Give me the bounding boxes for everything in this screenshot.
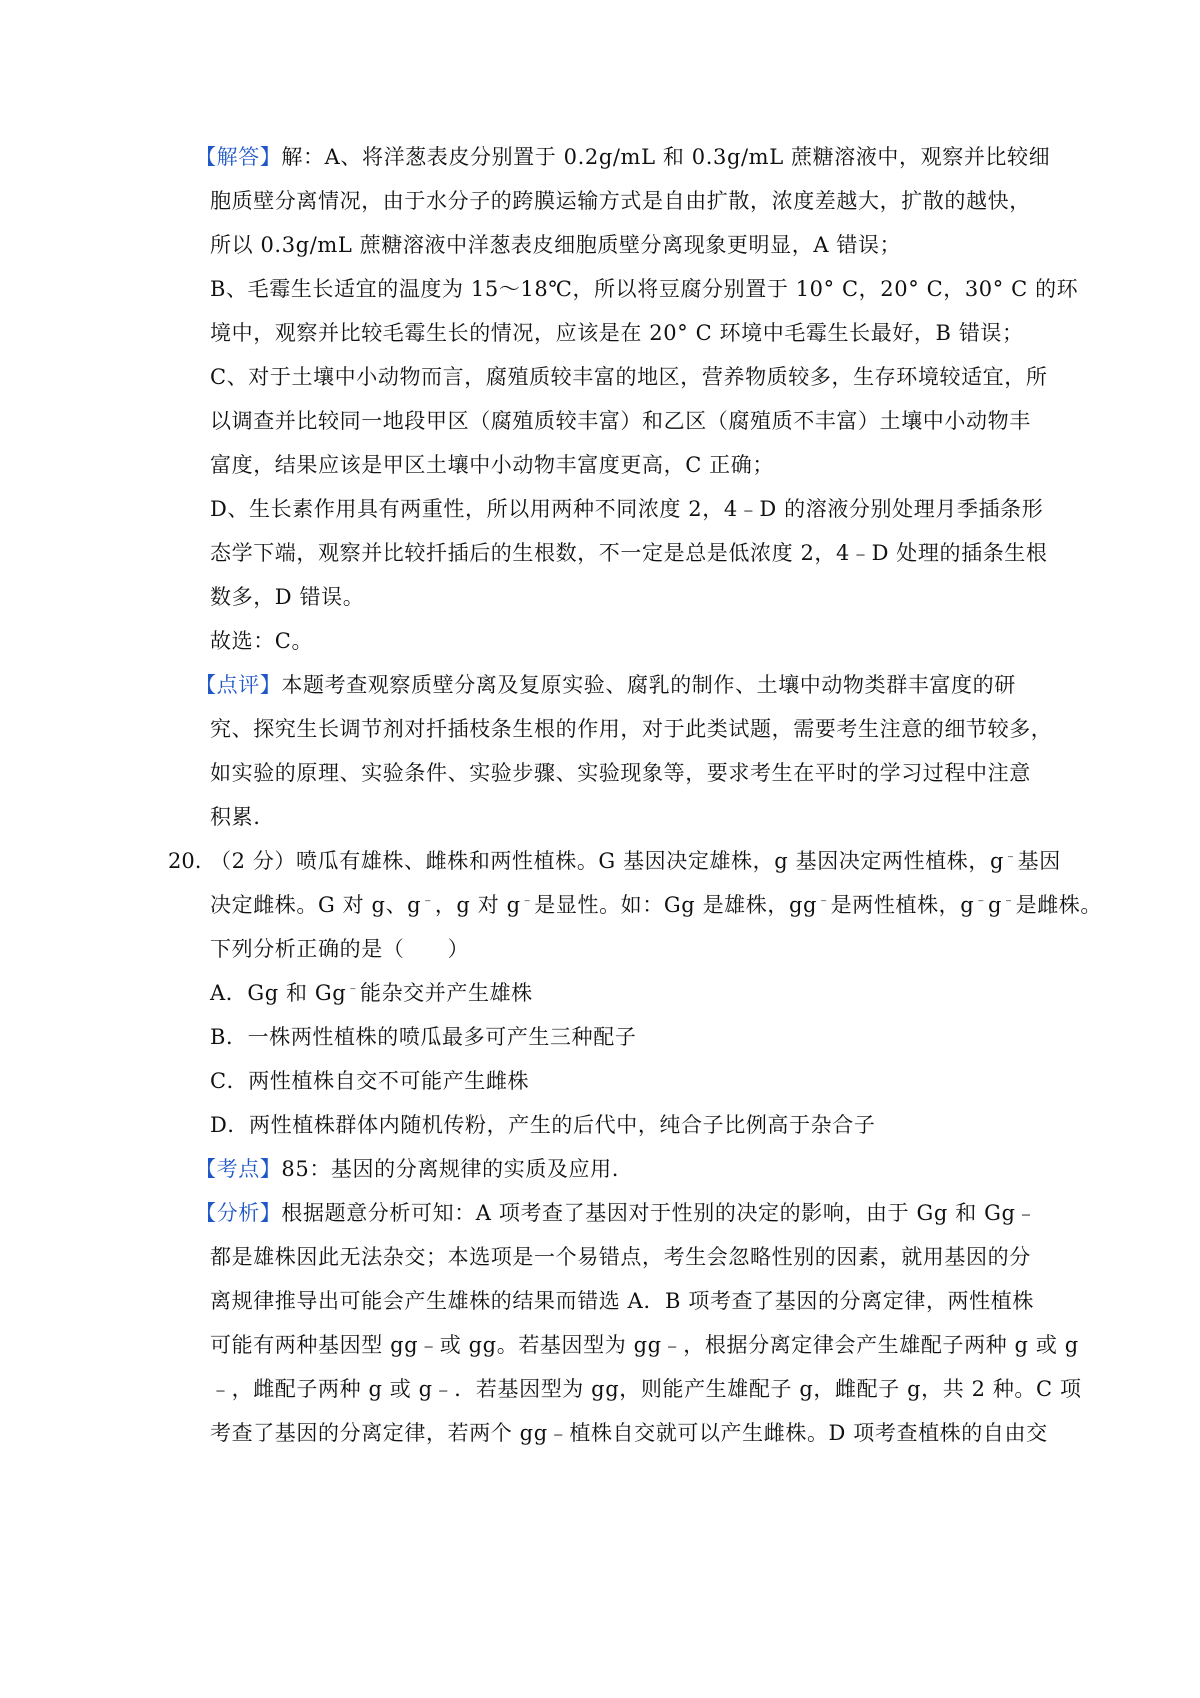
analysis-tag: 【分析】 <box>195 1201 282 1225</box>
comment-line-1 <box>195 670 1016 700</box>
keypoint-tag: 【考点】 <box>195 1157 282 1181</box>
question-stem-line-1: （2 分）喷瓜有雄株、雌株和两性植株。G 基因决定雄株，g 基因决定两性植株，g﹣基因 <box>210 849 1061 873</box>
analysis-line-5: ﹣，雌配子两种 g 或 g﹣．若基因型为 gg，则能产生雄配子 g，雌配子 g，共 2 种。C 项 <box>210 1377 1082 1401</box>
answer-line-5: 境中，观察并比较毛霉生长的情况，应该是在 20° C 环境中毛霉生长最好，B 错误； <box>210 321 1024 345</box>
answer-line-1 <box>195 142 1050 172</box>
answer-line-11: 数多，D 错误。 <box>210 585 365 609</box>
option-b: B．一株两性植株的喷瓜最多可产生三种配子 <box>210 1025 637 1049</box>
analysis-line-4: 可能有两种基因型 gg﹣或 gg。若基因型为 gg﹣，根据分离定律会产生雄配子两种 g 或 g <box>210 1333 1079 1357</box>
question-number: 20. <box>168 849 202 873</box>
question-stem-line-2: 决定雌株。G 对 g、g﹣，g 对 g﹣是显性。如：Gg 是雄株，gg﹣是两性植株，g﹣g﹣是雌株。 <box>210 893 1102 917</box>
option-a: A．Gg 和 Gg﹣能杂交并产生雄株 <box>210 981 533 1005</box>
answer-line-6: C、对于土壤中小动物而言，腐殖质较丰富的地区，营养物质较多，生存环境较适宜，所 <box>210 365 1048 389</box>
comment-tag: 【点评】 <box>195 673 282 697</box>
analysis-line-6: 考查了基因的分离定律，若两个 gg﹣植株自交就可以产生雌株。D 项考查植株的自由交 <box>210 1421 1048 1445</box>
analysis-line-3: 离规律推导出可能会产生雄株的结果而错选 A．B 项考查了基因的分离定律，两性植株 <box>210 1289 1034 1313</box>
comment-line-2: 究、探究生长调节剂对扦插枝条生根的作用，对于此类试题，需要考生注意的细节较多， <box>210 717 1053 741</box>
comment-text: 本题考查观察质壁分离及复原实验、腐乳的制作、土壤中动物类群丰富度的研 <box>281 673 1016 697</box>
analysis-line-1 <box>195 1198 1037 1228</box>
option-c: C．两性植株自交不可能产生雌株 <box>210 1069 530 1093</box>
comment-line-4: 积累. <box>210 805 261 829</box>
answer-line-10: 态学下端，观察并比较扦插后的生根数，不一定是总是低浓度 2，4﹣D 处理的插条生根 <box>210 541 1048 565</box>
answer-line-12: 故选：C。 <box>210 629 314 653</box>
answer-line-3: 所以 0.3g/mL 蔗糖溶液中洋葱表皮细胞质壁分离现象更明显，A 错误； <box>210 233 902 257</box>
answer-text: 解：A、将洋葱表皮分别置于 0.2g/mL 和 0.3g/mL 蔗糖溶液中，观察并比较细 <box>281 145 1051 169</box>
comment-line-3: 如实验的原理、实验条件、实验步骤、实验现象等，要求考生在平时的学习过程中注意 <box>210 761 1031 785</box>
keypoint-line <box>195 1154 619 1184</box>
option-d: D．两性植株群体内随机传粉，产生的后代中，纯合子比例高于杂合子 <box>210 1113 876 1137</box>
analysis-line-2: 都是雄株因此无法杂交；本选项是一个易错点，考生会忽略性别的因素，就用基因的分 <box>210 1245 1031 1269</box>
answer-line-7: 以调查并比较同一地段甲区（腐殖质较丰富）和乙区（腐殖质不丰富）土壤中小动物丰 <box>210 409 1031 433</box>
answer-line-2: 胞质壁分离情况，由于水分子的跨膜运输方式是自由扩散，浓度差越大，扩散的越快， <box>210 189 1031 213</box>
answer-line-8: 富度，结果应该是甲区土壤中小动物丰富度更高，C 正确； <box>210 453 774 477</box>
question-stem-line-3: 下列分析正确的是（ ） <box>210 937 470 961</box>
keypoint-text: 85：基因的分离规律的实质及应用. <box>281 1157 620 1181</box>
answer-tag: 【解答】 <box>195 145 282 169</box>
analysis-text: 根据题意分析可知：A 项考查了基因对于性别的决定的影响，由于 Gg 和 Gg﹣ <box>281 1201 1038 1225</box>
answer-line-9: D、生长素作用具有两重性，所以用两种不同浓度 2，4﹣D 的溶液分别处理月季插条形 <box>210 497 1044 521</box>
answer-line-4: B、毛霉生长适宜的温度为 15～18℃，所以将豆腐分别置于 10° C，20° C，30° C 的环 <box>210 277 1079 301</box>
